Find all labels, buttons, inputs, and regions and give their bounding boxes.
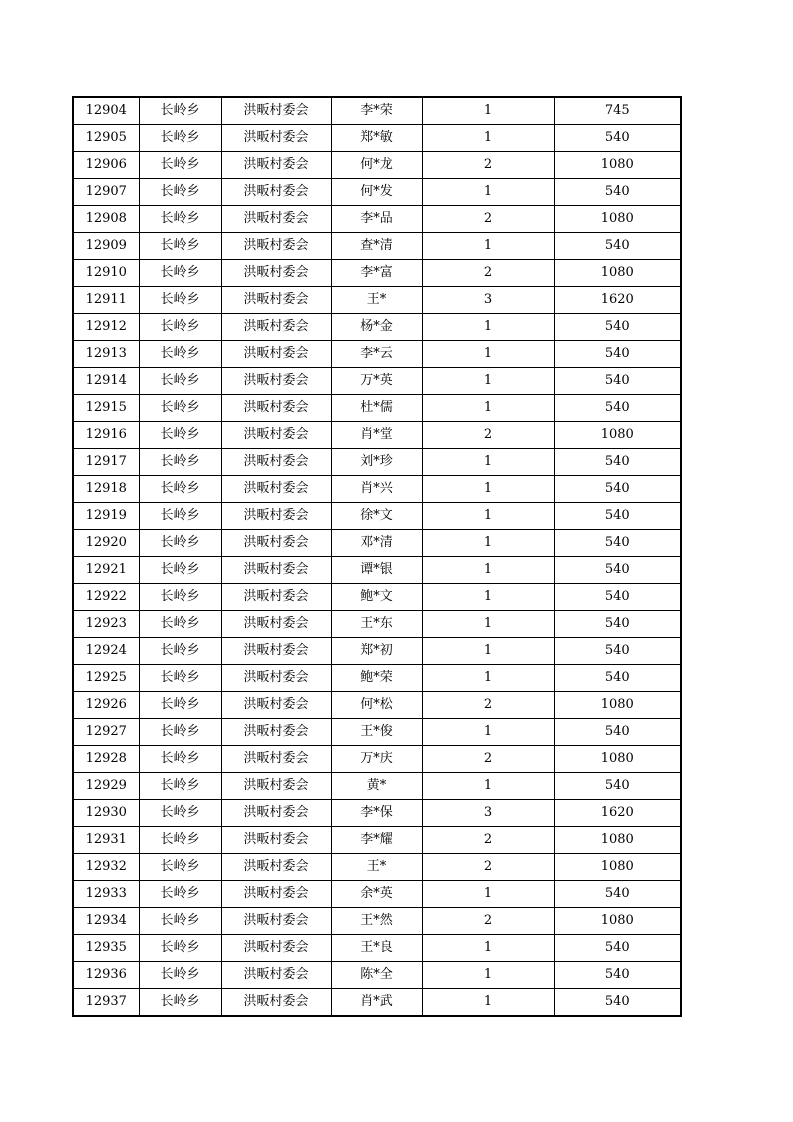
amount-cell: 540 (554, 665, 681, 692)
people-count-cell: 1 (422, 314, 554, 341)
village-committee-cell: 洪畈村委会 (221, 503, 331, 530)
name-cell: 李*品 (331, 206, 422, 233)
table-row (73, 395, 681, 422)
table-row (73, 665, 681, 692)
township-cell: 长岭乡 (139, 233, 221, 260)
township-cell: 长岭乡 (139, 989, 221, 1017)
village-committee-cell: 洪畈村委会 (221, 233, 331, 260)
table-row (73, 476, 681, 503)
people-count-cell: 1 (422, 638, 554, 665)
village-committee-cell: 洪畈村委会 (221, 719, 331, 746)
record-id-cell: 12915 (73, 395, 139, 422)
village-committee-cell: 洪畈村委会 (221, 935, 331, 962)
amount-cell: 540 (554, 341, 681, 368)
people-count-cell: 1 (422, 233, 554, 260)
township-cell: 长岭乡 (139, 206, 221, 233)
township-cell: 长岭乡 (139, 557, 221, 584)
name-cell: 查*清 (331, 233, 422, 260)
table-row (73, 719, 681, 746)
name-cell: 王*良 (331, 935, 422, 962)
township-cell: 长岭乡 (139, 503, 221, 530)
amount-cell: 540 (554, 314, 681, 341)
table-row (73, 449, 681, 476)
roster-table (72, 96, 682, 1017)
table-row (73, 584, 681, 611)
table-row (73, 908, 681, 935)
township-cell: 长岭乡 (139, 881, 221, 908)
township-cell: 长岭乡 (139, 827, 221, 854)
record-id-cell: 12906 (73, 152, 139, 179)
table-row (73, 557, 681, 584)
township-cell: 长岭乡 (139, 260, 221, 287)
people-count-cell: 1 (422, 179, 554, 206)
township-cell: 长岭乡 (139, 152, 221, 179)
record-id-cell: 12909 (73, 233, 139, 260)
township-cell: 长岭乡 (139, 287, 221, 314)
table-row (73, 125, 681, 152)
township-cell: 长岭乡 (139, 368, 221, 395)
name-cell: 杨*金 (331, 314, 422, 341)
record-id-cell: 12936 (73, 962, 139, 989)
township-cell: 长岭乡 (139, 719, 221, 746)
record-id-cell: 12925 (73, 665, 139, 692)
people-count-cell: 1 (422, 611, 554, 638)
village-committee-cell: 洪畈村委会 (221, 97, 331, 125)
table-row (73, 692, 681, 719)
name-cell: 肖*武 (331, 989, 422, 1017)
township-cell: 长岭乡 (139, 935, 221, 962)
township-cell: 长岭乡 (139, 746, 221, 773)
name-cell: 李*保 (331, 800, 422, 827)
record-id-cell: 12907 (73, 179, 139, 206)
amount-cell: 540 (554, 125, 681, 152)
record-id-cell: 12911 (73, 287, 139, 314)
village-committee-cell: 洪畈村委会 (221, 800, 331, 827)
table-row (73, 800, 681, 827)
name-cell: 徐*文 (331, 503, 422, 530)
village-committee-cell: 洪畈村委会 (221, 584, 331, 611)
name-cell: 李*荣 (331, 97, 422, 125)
people-count-cell: 2 (422, 206, 554, 233)
record-id-cell: 12929 (73, 773, 139, 800)
name-cell: 万*庆 (331, 746, 422, 773)
table-row (73, 611, 681, 638)
name-cell: 黄* (331, 773, 422, 800)
amount-cell: 1080 (554, 908, 681, 935)
name-cell: 李*云 (331, 341, 422, 368)
record-id-cell: 12934 (73, 908, 139, 935)
township-cell: 长岭乡 (139, 611, 221, 638)
amount-cell: 540 (554, 719, 681, 746)
name-cell: 杜*儒 (331, 395, 422, 422)
people-count-cell: 1 (422, 97, 554, 125)
township-cell: 长岭乡 (139, 476, 221, 503)
village-committee-cell: 洪畈村委会 (221, 152, 331, 179)
people-count-cell: 1 (422, 449, 554, 476)
amount-cell: 540 (554, 989, 681, 1017)
name-cell: 李*耀 (331, 827, 422, 854)
village-committee-cell: 洪畈村委会 (221, 962, 331, 989)
record-id-cell: 12935 (73, 935, 139, 962)
record-id-cell: 12917 (73, 449, 139, 476)
village-committee-cell: 洪畈村委会 (221, 692, 331, 719)
table-row (73, 260, 681, 287)
record-id-cell: 12927 (73, 719, 139, 746)
village-committee-cell: 洪畈村委会 (221, 881, 331, 908)
people-count-cell: 1 (422, 530, 554, 557)
record-id-cell: 12910 (73, 260, 139, 287)
township-cell: 长岭乡 (139, 773, 221, 800)
people-count-cell: 1 (422, 503, 554, 530)
village-committee-cell: 洪畈村委会 (221, 206, 331, 233)
village-committee-cell: 洪畈村委会 (221, 746, 331, 773)
name-cell: 陈*全 (331, 962, 422, 989)
amount-cell: 1080 (554, 692, 681, 719)
record-id-cell: 12920 (73, 530, 139, 557)
people-count-cell: 1 (422, 665, 554, 692)
name-cell: 王*东 (331, 611, 422, 638)
roster-table-body (73, 97, 681, 1016)
record-id-cell: 12913 (73, 341, 139, 368)
people-count-cell: 3 (422, 287, 554, 314)
name-cell: 肖*兴 (331, 476, 422, 503)
township-cell: 长岭乡 (139, 638, 221, 665)
amount-cell: 540 (554, 530, 681, 557)
township-cell: 长岭乡 (139, 530, 221, 557)
people-count-cell: 1 (422, 935, 554, 962)
name-cell: 郑*初 (331, 638, 422, 665)
amount-cell: 540 (554, 881, 681, 908)
record-id-cell: 12933 (73, 881, 139, 908)
people-count-cell: 1 (422, 773, 554, 800)
record-id-cell: 12918 (73, 476, 139, 503)
name-cell: 王* (331, 287, 422, 314)
table-row (73, 773, 681, 800)
table-row (73, 206, 681, 233)
township-cell: 长岭乡 (139, 422, 221, 449)
township-cell: 长岭乡 (139, 908, 221, 935)
people-count-cell: 2 (422, 152, 554, 179)
village-committee-cell: 洪畈村委会 (221, 557, 331, 584)
name-cell: 何*龙 (331, 152, 422, 179)
people-count-cell: 1 (422, 962, 554, 989)
township-cell: 长岭乡 (139, 692, 221, 719)
township-cell: 长岭乡 (139, 395, 221, 422)
village-committee-cell: 洪畈村委会 (221, 449, 331, 476)
people-count-cell: 2 (422, 827, 554, 854)
table-row (73, 638, 681, 665)
amount-cell: 1080 (554, 746, 681, 773)
amount-cell: 745 (554, 97, 681, 125)
table-row (73, 530, 681, 557)
township-cell: 长岭乡 (139, 341, 221, 368)
table-row (73, 827, 681, 854)
name-cell: 王*俊 (331, 719, 422, 746)
amount-cell: 540 (554, 179, 681, 206)
record-id-cell: 12926 (73, 692, 139, 719)
table-row (73, 341, 681, 368)
record-id-cell: 12928 (73, 746, 139, 773)
name-cell: 刘*珍 (331, 449, 422, 476)
village-committee-cell: 洪畈村委会 (221, 665, 331, 692)
people-count-cell: 1 (422, 881, 554, 908)
amount-cell: 540 (554, 638, 681, 665)
people-count-cell: 3 (422, 800, 554, 827)
name-cell: 李*富 (331, 260, 422, 287)
name-cell: 鲍*文 (331, 584, 422, 611)
record-id-cell: 12914 (73, 368, 139, 395)
people-count-cell: 1 (422, 125, 554, 152)
people-count-cell: 2 (422, 422, 554, 449)
name-cell: 肖*堂 (331, 422, 422, 449)
village-committee-cell: 洪畈村委会 (221, 260, 331, 287)
record-id-cell: 12930 (73, 800, 139, 827)
amount-cell: 540 (554, 773, 681, 800)
record-id-cell: 12916 (73, 422, 139, 449)
record-id-cell: 12923 (73, 611, 139, 638)
record-id-cell: 12908 (73, 206, 139, 233)
record-id-cell: 12921 (73, 557, 139, 584)
name-cell: 邓*清 (331, 530, 422, 557)
amount-cell: 1080 (554, 422, 681, 449)
township-cell: 长岭乡 (139, 800, 221, 827)
record-id-cell: 12905 (73, 125, 139, 152)
village-committee-cell: 洪畈村委会 (221, 422, 331, 449)
people-count-cell: 1 (422, 341, 554, 368)
township-cell: 长岭乡 (139, 97, 221, 125)
village-committee-cell: 洪畈村委会 (221, 476, 331, 503)
amount-cell: 1080 (554, 260, 681, 287)
amount-cell: 1080 (554, 206, 681, 233)
people-count-cell: 1 (422, 476, 554, 503)
record-id-cell: 12932 (73, 854, 139, 881)
amount-cell: 540 (554, 368, 681, 395)
table-row (73, 746, 681, 773)
people-count-cell: 2 (422, 260, 554, 287)
people-count-cell: 1 (422, 989, 554, 1017)
people-count-cell: 2 (422, 908, 554, 935)
name-cell: 谭*银 (331, 557, 422, 584)
township-cell: 长岭乡 (139, 584, 221, 611)
name-cell: 何*发 (331, 179, 422, 206)
amount-cell: 1080 (554, 827, 681, 854)
table-row (73, 287, 681, 314)
village-committee-cell: 洪畈村委会 (221, 989, 331, 1017)
amount-cell: 540 (554, 476, 681, 503)
township-cell: 长岭乡 (139, 179, 221, 206)
table-row (73, 179, 681, 206)
amount-cell: 540 (554, 935, 681, 962)
village-committee-cell: 洪畈村委会 (221, 611, 331, 638)
record-id-cell: 12922 (73, 584, 139, 611)
amount-cell: 1620 (554, 800, 681, 827)
name-cell: 万*英 (331, 368, 422, 395)
people-count-cell: 1 (422, 557, 554, 584)
amount-cell: 540 (554, 503, 681, 530)
table-row (73, 854, 681, 881)
table-row (73, 881, 681, 908)
people-count-cell: 1 (422, 584, 554, 611)
people-count-cell: 1 (422, 719, 554, 746)
amount-cell: 540 (554, 233, 681, 260)
people-count-cell: 2 (422, 692, 554, 719)
township-cell: 长岭乡 (139, 962, 221, 989)
name-cell: 余*英 (331, 881, 422, 908)
township-cell: 长岭乡 (139, 125, 221, 152)
name-cell: 王* (331, 854, 422, 881)
table-row (73, 97, 681, 125)
record-id-cell: 12912 (73, 314, 139, 341)
amount-cell: 1080 (554, 152, 681, 179)
name-cell: 郑*敏 (331, 125, 422, 152)
name-cell: 何*松 (331, 692, 422, 719)
township-cell: 长岭乡 (139, 665, 221, 692)
village-committee-cell: 洪畈村委会 (221, 773, 331, 800)
village-committee-cell: 洪畈村委会 (221, 854, 331, 881)
amount-cell: 540 (554, 962, 681, 989)
village-committee-cell: 洪畈村委会 (221, 368, 331, 395)
village-committee-cell: 洪畈村委会 (221, 341, 331, 368)
name-cell: 鲍*荣 (331, 665, 422, 692)
table-row (73, 233, 681, 260)
table-row (73, 503, 681, 530)
record-id-cell: 12924 (73, 638, 139, 665)
village-committee-cell: 洪畈村委会 (221, 314, 331, 341)
amount-cell: 540 (554, 611, 681, 638)
people-count-cell: 1 (422, 368, 554, 395)
record-id-cell: 12937 (73, 989, 139, 1017)
people-count-cell: 2 (422, 854, 554, 881)
record-id-cell: 12919 (73, 503, 139, 530)
amount-cell: 540 (554, 449, 681, 476)
village-committee-cell: 洪畈村委会 (221, 125, 331, 152)
village-committee-cell: 洪畈村委会 (221, 908, 331, 935)
amount-cell: 1080 (554, 854, 681, 881)
amount-cell: 540 (554, 395, 681, 422)
table-row (73, 962, 681, 989)
village-committee-cell: 洪畈村委会 (221, 395, 331, 422)
name-cell: 王*然 (331, 908, 422, 935)
village-committee-cell: 洪畈村委会 (221, 530, 331, 557)
people-count-cell: 2 (422, 746, 554, 773)
record-id-cell: 12931 (73, 827, 139, 854)
village-committee-cell: 洪畈村委会 (221, 827, 331, 854)
township-cell: 长岭乡 (139, 449, 221, 476)
township-cell: 长岭乡 (139, 314, 221, 341)
record-id-cell: 12904 (73, 97, 139, 125)
table-row (73, 989, 681, 1017)
table-row (73, 935, 681, 962)
township-cell: 长岭乡 (139, 854, 221, 881)
amount-cell: 1620 (554, 287, 681, 314)
table-row (73, 152, 681, 179)
table-row (73, 314, 681, 341)
village-committee-cell: 洪畈村委会 (221, 287, 331, 314)
village-committee-cell: 洪畈村委会 (221, 638, 331, 665)
village-committee-cell: 洪畈村委会 (221, 179, 331, 206)
table-row (73, 368, 681, 395)
amount-cell: 540 (554, 584, 681, 611)
amount-cell: 540 (554, 557, 681, 584)
people-count-cell: 1 (422, 395, 554, 422)
table-row (73, 422, 681, 449)
